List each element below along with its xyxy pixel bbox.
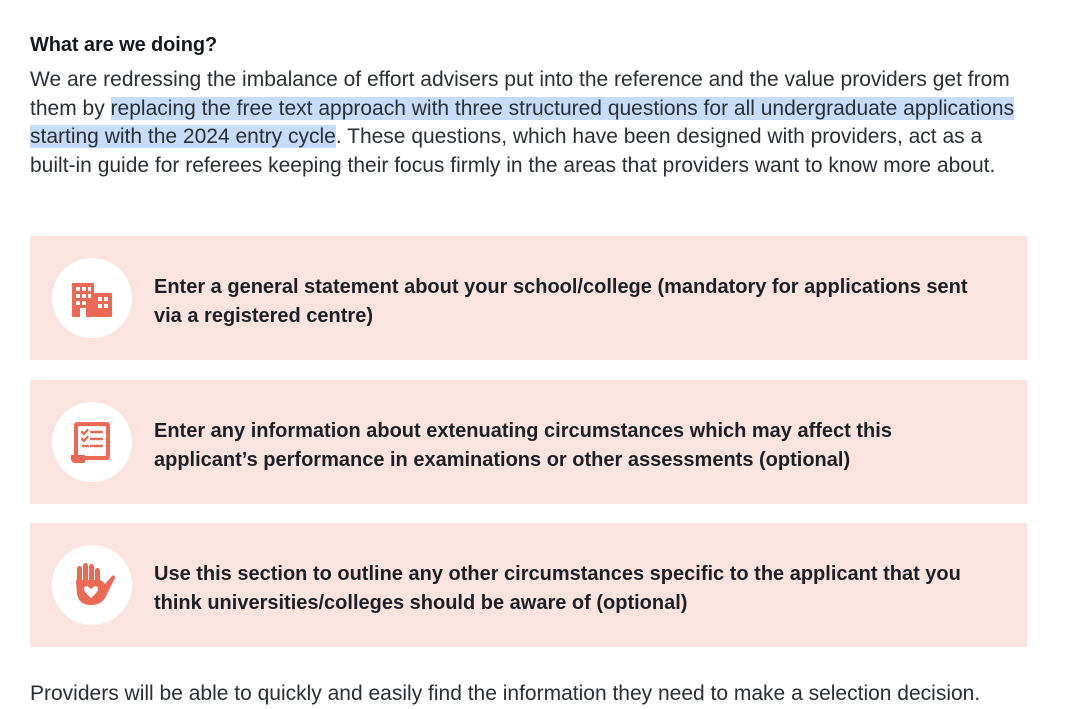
follow-up-paragraph: Providers will be able to quickly and easily find the information they need to make a selection decision. — [30, 682, 981, 705]
checklist-document-icon — [67, 417, 117, 467]
section-heading: What are we doing? — [30, 34, 218, 56]
hand-heart-icon — [67, 560, 117, 610]
icon-circle — [52, 402, 132, 482]
card-text: Enter a general statement about your school/college (mandatory for applications sent via a registered centre) — [154, 276, 968, 327]
intro-paragraph — [30, 66, 1020, 180]
question-card-extenuating-circumstances — [30, 380, 1027, 504]
question-card-other-circumstances — [30, 523, 1027, 647]
icon-circle — [52, 545, 132, 625]
question-card-school-statement — [30, 236, 1027, 360]
card-text: Enter any information about extenuating circumstances which may affect this applicant’s performance in examinations or other assessments (optional) — [154, 420, 892, 471]
highlighted-text: replacing the free text approach with three structured questions for all undergraduate applications starting with the 2024 entry cycle — [30, 96, 1015, 149]
school-building-icon — [67, 273, 117, 323]
paragraph-text-start: We are redressing the imbalance of effort advisers put into the reference and the value providers get from them by — [30, 68, 1010, 120]
icon-circle — [52, 258, 132, 338]
paragraph-text-end: . These questions, which have been designed with providers, act as a built-in guide for referees keeping their focus firmly in the areas that providers want to know more about. — [30, 125, 996, 177]
card-text: Use this section to outline any other circumstances specific to the applicant that you think universities/colleges should be aware of (optional) — [154, 563, 961, 614]
